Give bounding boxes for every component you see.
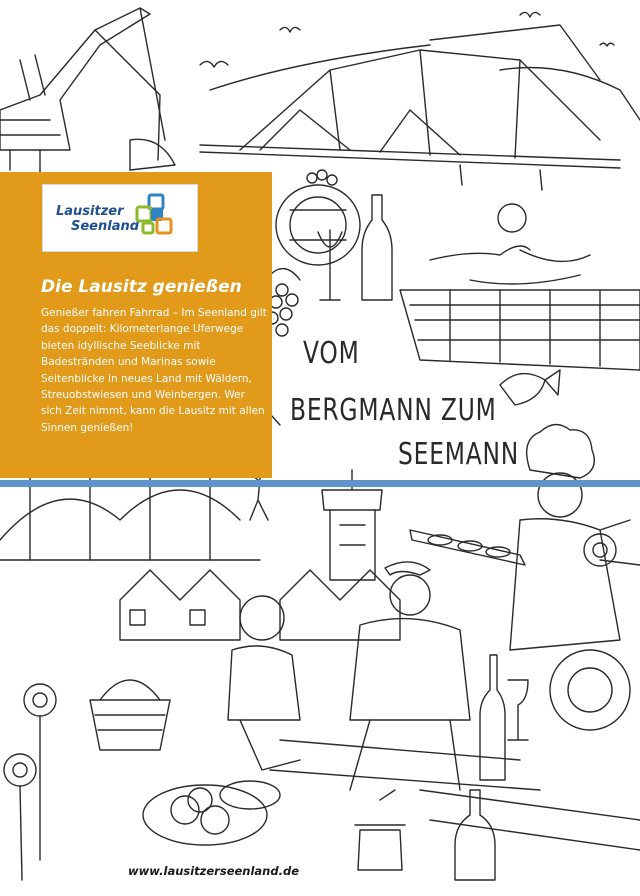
website-link[interactable]: www.lausitzerseenland.de	[128, 864, 299, 878]
lausitzer-seenland-logo[interactable]	[42, 184, 198, 252]
logo-text-line-1: Lausitzer	[56, 204, 124, 219]
blue-stripe	[0, 480, 640, 487]
wine-barrel-sketch	[276, 170, 392, 300]
woman-sketch	[228, 596, 300, 770]
slogan-line-3: SEEMANN	[398, 437, 520, 472]
man-sketch	[350, 562, 470, 790]
panel-headline: Die Lausitz genießen	[41, 277, 242, 297]
ferry-sketch	[400, 290, 640, 370]
oil-bottle-sketch	[455, 790, 495, 880]
logo-squares-icon	[135, 193, 175, 241]
birds-sketch	[200, 12, 614, 67]
food-plate-sketch	[143, 781, 280, 845]
logo-text-line-2: Seenland	[71, 219, 140, 234]
honey-jar-sketch	[355, 790, 405, 870]
slogan-line-2: BERGMANN ZUM	[290, 393, 497, 428]
bottle-sketch	[480, 655, 528, 780]
slogan-line-1: VOM	[303, 336, 360, 371]
conveyor-bridge-sketch	[200, 25, 640, 190]
sunflowers-sketch	[4, 534, 616, 880]
panel-body-text: Genießer fahren Fahrrad – Im Seenland gilt das doppelt: Kilometerlange Uferwege bieten idyllische Seeblicke mit Badestränden und Marinas sowie Seitenblicke in neues Land mit Wäldern, Streuobstwiesen und Weinbergen. Wer sich Zeit nimmt, kann die Lausitz mit allen Sinnen genießen!	[41, 307, 267, 434]
swimmer-sketch	[430, 204, 590, 284]
fish-sketch	[500, 370, 560, 405]
basket-sketch	[90, 680, 170, 750]
life-ring-sketch	[550, 650, 630, 730]
excavator-sketch	[0, 8, 175, 172]
